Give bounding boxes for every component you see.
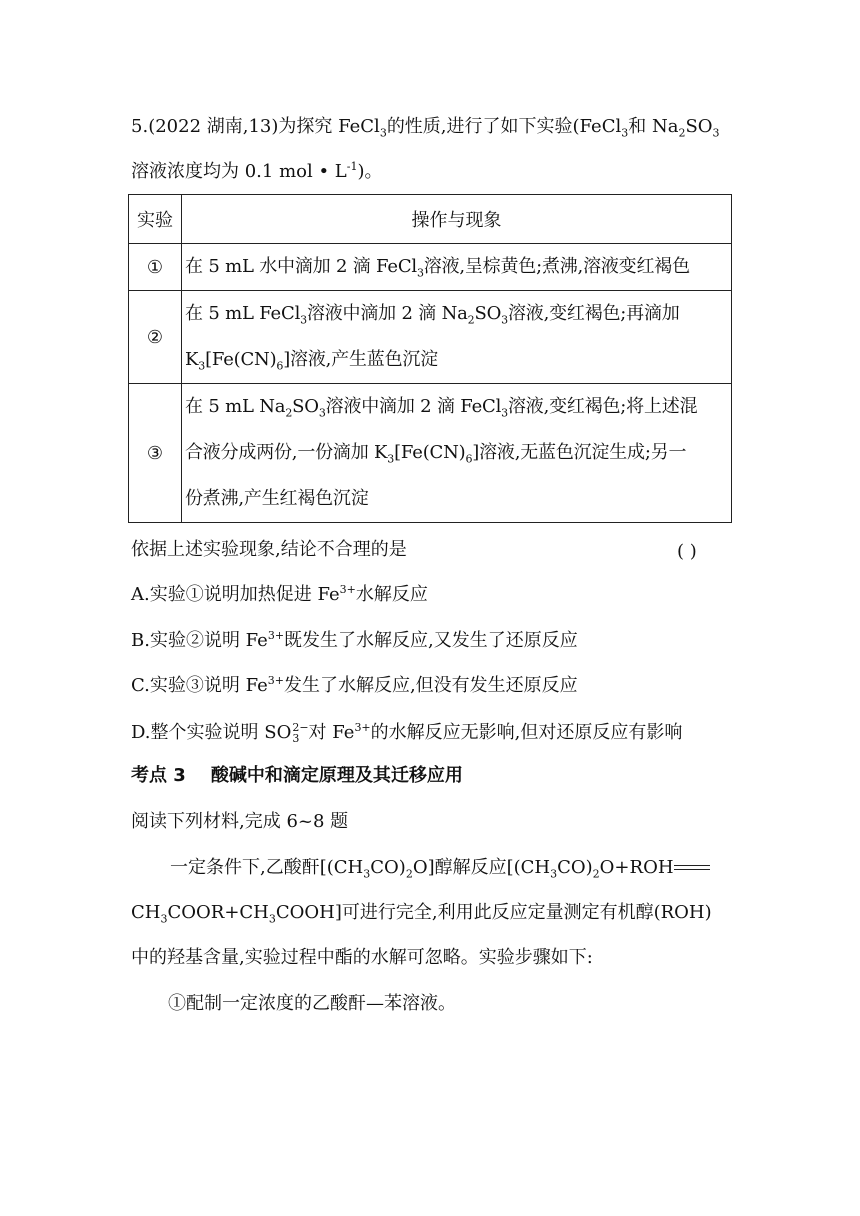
question-intro-line2: 溶液浓度均为 0.1 mol • $L^{-1}$)。	[131, 160, 383, 182]
option-d: D.整个实验说明 SO 2− 3 对 $Fe^{3+}$的水解反应无影响,但对还原反应有影响	[131, 721, 683, 745]
material-line2: $CH_3COOR+CH_3COOH$]可进行完全,利用此反应定量测定有机醇(ROH)	[131, 902, 712, 926]
table-row	[129, 384, 732, 523]
section-heading: 考点 3 酸碱中和滴定原理及其迁移应用	[131, 765, 463, 786]
row-id: ①	[129, 244, 182, 291]
option-b: B.实验②说明 $Fe^{3+}$既发生了水解反应,又发生了还原反应	[131, 629, 578, 651]
table-row	[129, 244, 732, 291]
material-line3: 中的羟基含量,实验过程中酯的水解可忽略。实验步骤如下:	[131, 947, 593, 968]
header-operation: 操作与现象	[182, 195, 732, 244]
material-line1: 一定条件下,乙酸酐$[(CH_3CO)_2O]$醇解反应[$(CH_3CO)_2O+ROH$	[170, 859, 710, 877]
table-row	[129, 291, 732, 384]
answer-blank: ( )	[677, 541, 697, 562]
equals-sign	[674, 863, 710, 873]
question-intro-line1: 5.(2022 湖南,13)为探究 FeCl$_3$的性质,进行了如下实验(FeCl$_3$和 $Na_2SO_3$	[131, 116, 720, 140]
option-a: A.实验①说明加热促进 $Fe^{3+}$水解反应	[131, 583, 428, 605]
table-header-row	[129, 195, 732, 244]
row-id: ③	[129, 384, 182, 523]
row-text: 在 5 mL 水中滴加 2 滴 FeCl$_3$溶液,呈棕黄色;煮沸,溶液变红褐色	[182, 244, 732, 291]
reading-instruction: 阅读下列材料,完成 6~8 题	[131, 811, 349, 832]
option-c: C.实验③说明 $Fe^{3+}$发生了水解反应,但没有发生还原反应	[131, 674, 578, 696]
experiment-table	[128, 194, 732, 523]
header-experiment: 实验	[129, 195, 182, 244]
row-text: 在 5 mL FeCl$_3$溶液中滴加 2 滴 $Na_2SO_3$溶液,变红褐色;再滴加 $K_3[Fe(CN)_6]$溶液,产生蓝色沉淀	[182, 291, 732, 384]
row-id: ②	[129, 291, 182, 384]
row-text: 在 5 mL $Na_2SO_3$溶液中滴加 2 滴 FeCl$_3$溶液,变红褐色;将上述混 合液分成两份,一份滴加 $K_3[Fe(CN)_6]$溶液,无蓝色沉淀生成;另一 份煮沸,产生红褐色沉淀	[182, 384, 732, 523]
step-1: ①配制一定浓度的乙酸酐—苯溶液。	[168, 993, 456, 1014]
question-stem: 依据上述实验现象,结论不合理的是	[131, 539, 407, 560]
sulfite-ion-script: 2− 3	[292, 721, 309, 745]
